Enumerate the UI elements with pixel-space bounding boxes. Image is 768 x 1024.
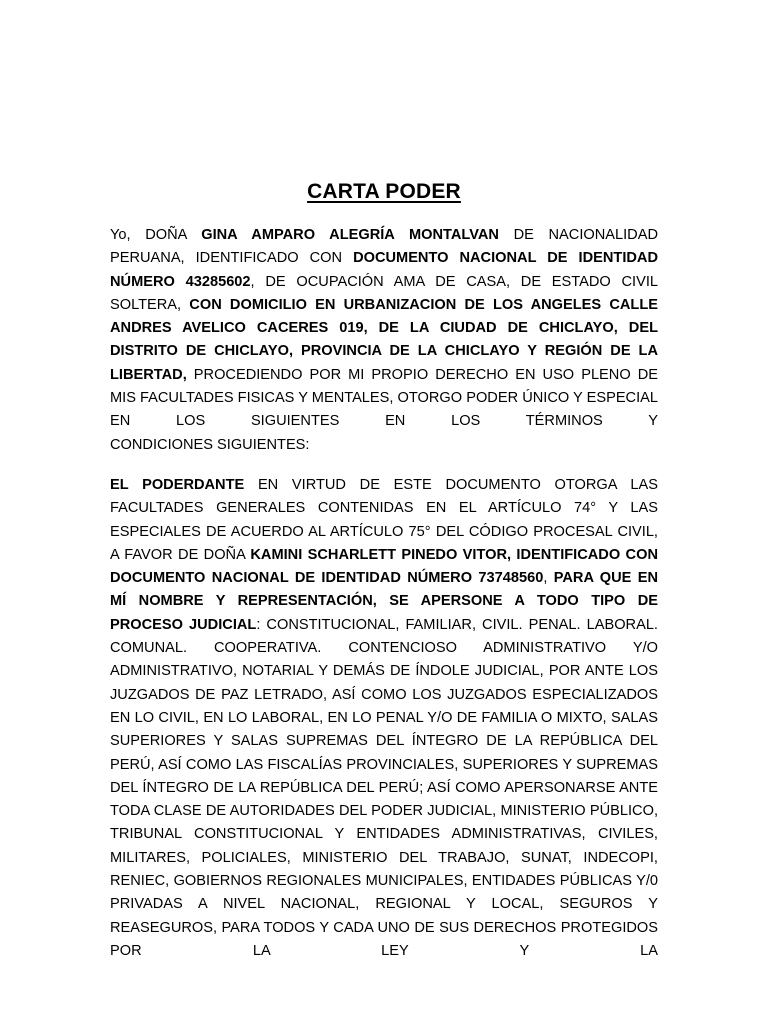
paragraph-powers-run-2: KAMINI SCHARLETT PINEDO VITOR, IDENTIFICADO CON DOCUMENTO NACIONAL DE IDENTIDAD NÚMERO 73748560 bbox=[110, 546, 658, 587]
paragraph-grantor-run-2: DE NACIONALIDAD PERUANA, IDENTIFICADO CON bbox=[110, 227, 658, 267]
paragraph-grantor-body bbox=[110, 227, 658, 429]
paragraph-powers-run-1: EN VIRTUD DE ESTE DOCUMENTO OTORGA LAS FACULTADES GENERALES CONTENIDAS EN EL ARTÍCULO 74° Y LAS ESPECIALES DE ACUERDO AL ARTÍCULO 75° DEL CÓDIGO PROCESAL CIVIL, A FAVOR DE DOÑA bbox=[110, 477, 658, 563]
document-title: CARTA PODER bbox=[307, 180, 461, 203]
paragraph-grantor-run-0: Yo, DOÑA bbox=[110, 227, 202, 243]
paragraph-grantor-run-1: GINA AMPARO ALEGRÍA MONTALVAN bbox=[201, 227, 499, 243]
paragraph-grantor-run-5: CON DOMICILIO EN URBANIZACION DE LOS ANGELES CALLE ANDRES AVELICO CACERES 019, DE LA CIUDAD DE CHICLAYO, DEL DISTRITO DE CHICLAYO, PROVINCIA DE LA CHICLAYO Y REGIÓN DE LA LIBERTAD, bbox=[110, 296, 658, 383]
paragraph-powers-run-0: EL PODERDANTE bbox=[110, 477, 245, 493]
paragraph-powers-run-4: PARA QUE EN MÍ NOMBRE Y REPRESENTACIÓN, SE APERSONE A TODO TIPO DE PROCESO JUDICIAL bbox=[110, 570, 659, 633]
paragraph-grantor-run-6: PROCEDIENDO POR MI PROPIO DERECHO EN USO PLENO DE MIS FACULTADES FISICAS Y MENTALES, OTORGO PODER ÚNICO Y ESPECIAL EN LOS SIGUIENTES EN LOS TÉRMINOS Y bbox=[110, 366, 658, 430]
paragraph-powers bbox=[110, 474, 658, 963]
paragraph-grantor-run-3: DOCUMENTO NACIONAL DE IDENTIDAD NÚMERO 43285602 bbox=[110, 250, 658, 290]
paragraph-powers-body bbox=[110, 477, 658, 959]
paragraph-grantor-last-line: CONDICIONES SIGUIENTES: bbox=[110, 436, 310, 453]
paragraph-grantor bbox=[110, 224, 658, 457]
paragraph-grantor-run-4: , DE OCUPACIÓN AMA DE CASA, DE ESTADO CIVIL SOLTERA, bbox=[110, 273, 658, 313]
paragraph-powers-run-5: : CONSTITUCIONAL, FAMILIAR, CIVIL. PENAL. LABORAL. COMUNAL. COOPERATIVA. CONTENCIOSO ADMINISTRATIVO Y/O ADMINISTRATIVO, NOTARIAL Y DEMÁS DE ÍNDOLE JUDICIAL, POR ANTE LOS JUZGADOS DE PAZ LETRADO, ASÍ COMO LOS JUZGADOS ESPECIALIZADOS EN LO CIVIL, EN LO LABORAL, EN LO PENAL Y/O DE FAMILIA O MIXTO, SALAS SUPERIORES Y SALAS SUPREMAS DEL ÍNTEGRO DE LA REPÚBLICA DEL PERÚ, ASÍ COMO LAS FISCALÍAS PROVINCIALES, SUPERIORES Y SUPREMAS DEL ÍNTEGRO DE LA REPÚBLICA DEL PERÚ; ASÍ COMO APERSONARSE ANTE TODA CLASE DE AUTORIDADES DEL PODER JUDICIAL, MINISTERIO PÚBLICO, TRIBUNAL CONSTITUCIONAL Y ENTIDADES ADMINISTRATIVAS, CIVILES, MILITARES, POLICIALES, MINISTERIO DEL TRABAJO, SUNAT, INDECOPI, RENIEC, GOBIERNOS REGIONALES MUNICIPALES, ENTIDADES PÚBLICAS Y/0 PRIVADAS A NIVEL NACIONAL, REGIONAL Y LOCAL, SEGUROS Y REASEGUROS, PARA TODOS Y CADA UNO DE SUS DERECHOS PROTEGIDOS POR LA LEY Y LA bbox=[110, 616, 658, 959]
paragraph-powers-run-3: , bbox=[543, 570, 554, 587]
